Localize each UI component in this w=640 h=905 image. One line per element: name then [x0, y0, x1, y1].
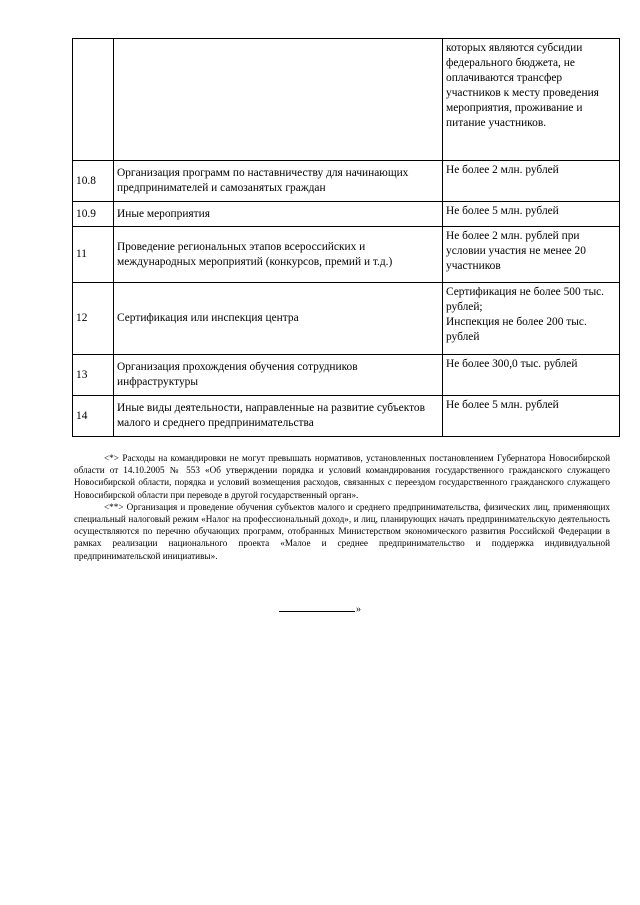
expenses-table [72, 38, 620, 437]
row-activity: Организация программ по наставничеству для начинающих предпринимателей и самозанятых граждан [114, 161, 443, 202]
row-number [73, 39, 114, 161]
row-limit: Не более 2 млн. рублей [443, 161, 620, 202]
footnote-travel-expenses: <*> Расходы на командировки не могут превышать нормативов, установленных постановлением Губернатора Новосибирской области от 14.10.2005 № 553 «Об утверждении порядка и условий командирования государственного гражданского служащего Новосибирской области, порядка и условий возмещения расходов, связанных с переездом государственного гражданского служащего Новосибирской области при переводе в другой государственный орган». [74, 453, 610, 500]
row-activity: Проведение региональных этапов всероссийских и международных мероприятий (конкурсов, премий и т.д.) [114, 227, 443, 283]
limit-inspection: Инспекция не более 200 тыс. рублей [446, 316, 587, 343]
row-limit: Не более 5 млн. рублей [443, 202, 620, 227]
footnotes [74, 452, 610, 562]
row-limit: Не более 300,0 тыс. рублей [443, 355, 620, 396]
row-limit [443, 283, 620, 355]
row-number: 10.8 [73, 161, 114, 202]
row-limit: Не более 5 млн. рублей [443, 396, 620, 437]
closing-line [0, 604, 640, 616]
row-limit: Не более 2 млн. рублей при условии участия не менее 20 участников [443, 227, 620, 283]
row-activity: Иные виды деятельности, направленные на развитие субъектов малого и среднего предпринимательства [114, 396, 443, 437]
row-activity: Сертификация или инспекция центра [114, 283, 443, 355]
row-number: 11 [73, 227, 114, 283]
closing-quote: » [356, 604, 361, 615]
table-row [73, 283, 620, 355]
row-number: 13 [73, 355, 114, 396]
row-activity: Организация прохождения обучения сотрудников инфраструктуры [114, 355, 443, 396]
row-activity: Иные мероприятия [114, 202, 443, 227]
row-number: 14 [73, 396, 114, 437]
table-row [73, 161, 620, 202]
table-row [73, 202, 620, 227]
row-number: 10.9 [73, 202, 114, 227]
row-limit: которых являются субсидии федерального бюджета, не оплачиваются трансфер участников к месту проведения мероприятия, проживание и питание участников. [443, 39, 620, 161]
row-activity [114, 39, 443, 161]
closing-rule [279, 611, 355, 612]
table-row [73, 39, 620, 161]
footnote-training: <**> Организация и проведение обучения субъектов малого и среднего предпринимательства, физических лиц, применяющих специальный налоговый режим «Налог на профессиональный доход», и лиц, планирующих начать предпринимательскую деятельность осуществляются по перечню обучающих программ, отобранных Министерством экономического развития Российской Федерации в рамках реализации национального проекта «Малое и среднее предпринимательство и поддержка индивидуальной предпринимательской инициативы». [74, 501, 610, 561]
table-row [73, 355, 620, 396]
limit-certification: Сертификация не более 500 тыс. рублей; [446, 286, 605, 313]
table-row [73, 227, 620, 283]
table-row [73, 396, 620, 437]
row-number: 12 [73, 283, 114, 355]
